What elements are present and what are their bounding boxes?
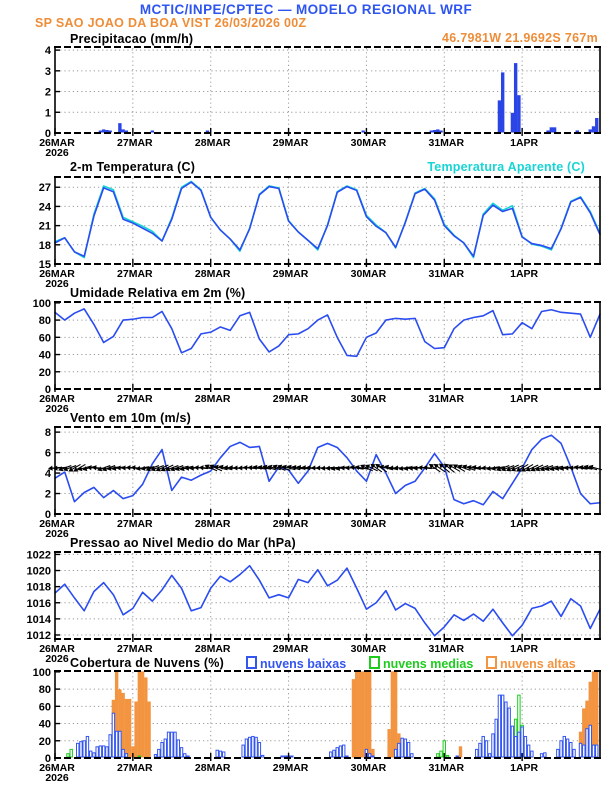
- legend-label-medias: nuvens medias: [383, 657, 474, 671]
- svg-text:80: 80: [38, 315, 51, 328]
- svg-text:29MAR: 29MAR: [272, 268, 309, 280]
- svg-text:28MAR: 28MAR: [194, 137, 231, 149]
- svg-text:1014: 1014: [26, 613, 51, 626]
- svg-text:29MAR: 29MAR: [272, 137, 309, 149]
- svg-text:1APR: 1APR: [510, 268, 539, 280]
- svg-text:28MAR: 28MAR: [194, 762, 231, 774]
- svg-text:3: 3: [44, 65, 51, 78]
- svg-text:30MAR: 30MAR: [350, 762, 387, 774]
- svg-text:27: 27: [38, 182, 51, 195]
- svg-text:2026: 2026: [45, 772, 69, 784]
- panel-title-precipitacao: Precipitacao (mm/h): [70, 32, 194, 46]
- panel-title-umidade: Umidade Relativa em 2m (%): [70, 286, 246, 300]
- svg-text:1APR: 1APR: [510, 393, 539, 405]
- svg-text:28MAR: 28MAR: [194, 268, 231, 280]
- svg-text:28MAR: 28MAR: [194, 643, 231, 655]
- svg-text:40: 40: [38, 718, 51, 731]
- svg-text:60: 60: [38, 701, 51, 714]
- panel-title-pressao: Pressao ao Nivel Medio do Mar (hPa): [70, 536, 296, 550]
- svg-text:30MAR: 30MAR: [350, 393, 387, 405]
- svg-text:26MAR: 26MAR: [39, 268, 75, 280]
- svg-text:0: 0: [44, 384, 51, 396]
- svg-text:8: 8: [44, 427, 51, 440]
- svg-text:0: 0: [44, 753, 51, 765]
- svg-text:1018: 1018: [26, 581, 51, 594]
- svg-text:1: 1: [44, 107, 51, 120]
- svg-text:60: 60: [38, 332, 51, 345]
- legend-label-baixas: nuvens baixas: [260, 657, 347, 671]
- svg-text:2026: 2026: [45, 403, 69, 415]
- svg-text:1APR: 1APR: [510, 643, 539, 655]
- svg-text:40: 40: [38, 349, 51, 362]
- svg-text:26MAR: 26MAR: [39, 643, 75, 655]
- svg-text:31MAR: 31MAR: [428, 268, 465, 280]
- svg-text:27MAR: 27MAR: [117, 643, 153, 655]
- svg-text:31MAR: 31MAR: [428, 518, 465, 530]
- svg-text:1APR: 1APR: [510, 137, 539, 149]
- svg-text:26MAR: 26MAR: [39, 393, 75, 405]
- svg-text:18: 18: [38, 239, 51, 252]
- svg-text:21: 21: [38, 220, 51, 233]
- svg-text:15: 15: [38, 259, 51, 271]
- svg-text:26MAR: 26MAR: [39, 762, 75, 774]
- svg-text:80: 80: [38, 684, 51, 697]
- svg-text:2026: 2026: [45, 653, 69, 665]
- svg-text:0: 0: [44, 509, 51, 521]
- svg-text:2026: 2026: [45, 147, 69, 159]
- panel-title-temperatura: 2-m Temperatura (C): [70, 160, 196, 174]
- svg-text:30MAR: 30MAR: [350, 268, 387, 280]
- svg-text:1APR: 1APR: [510, 762, 539, 774]
- svg-text:2: 2: [44, 86, 51, 99]
- svg-text:100: 100: [32, 297, 51, 310]
- svg-text:1016: 1016: [26, 597, 51, 610]
- svg-text:27MAR: 27MAR: [117, 137, 153, 149]
- svg-text:31MAR: 31MAR: [428, 137, 465, 149]
- svg-text:26MAR: 26MAR: [39, 518, 75, 530]
- svg-text:27MAR: 27MAR: [117, 393, 153, 405]
- svg-text:20: 20: [38, 366, 51, 379]
- svg-text:6: 6: [44, 447, 51, 460]
- svg-text:31MAR: 31MAR: [428, 393, 465, 405]
- svg-text:30MAR: 30MAR: [350, 518, 387, 530]
- svg-text:27MAR: 27MAR: [117, 268, 153, 280]
- svg-text:30MAR: 30MAR: [350, 137, 387, 149]
- svg-text:28MAR: 28MAR: [194, 518, 231, 530]
- svg-text:4: 4: [44, 45, 51, 58]
- svg-text:31MAR: 31MAR: [428, 762, 465, 774]
- station-and-run-label: SP SAO JOAO DA BOA VIST 26/03/2026 00Z: [35, 16, 307, 30]
- svg-text:1022: 1022: [26, 549, 51, 562]
- svg-text:1020: 1020: [26, 565, 51, 578]
- svg-text:29MAR: 29MAR: [272, 643, 309, 655]
- svg-text:27MAR: 27MAR: [117, 518, 153, 530]
- svg-text:2: 2: [44, 488, 51, 501]
- svg-text:1012: 1012: [26, 629, 51, 642]
- coordinates-label: 46.7981W 21.9692S 767m: [441, 31, 598, 45]
- svg-text:20: 20: [38, 735, 51, 748]
- svg-text:100: 100: [32, 666, 51, 679]
- legend-label-altas: nuvens altas: [500, 657, 576, 671]
- svg-text:26MAR: 26MAR: [39, 137, 75, 149]
- svg-text:28MAR: 28MAR: [194, 393, 231, 405]
- svg-text:31MAR: 31MAR: [428, 643, 465, 655]
- svg-text:29MAR: 29MAR: [272, 762, 309, 774]
- svg-text:1APR: 1APR: [510, 518, 539, 530]
- svg-text:30MAR: 30MAR: [350, 643, 387, 655]
- svg-text:2026: 2026: [45, 528, 69, 540]
- panel-title-vento: Vento em 10m (m/s): [70, 411, 192, 425]
- model-title: MCTIC/INPE/CPTEC — MODELO REGIONAL WRF: [139, 2, 473, 17]
- svg-text:27MAR: 27MAR: [117, 762, 153, 774]
- svg-text:29MAR: 29MAR: [272, 393, 309, 405]
- svg-text:24: 24: [38, 201, 51, 214]
- panel-title-nuvens: Cobertura de Nuvens (%): [70, 656, 224, 670]
- panel-title-temperatura-aparente: Temperatura Aparente (C): [427, 160, 585, 174]
- svg-text:4: 4: [44, 468, 51, 481]
- svg-text:2026: 2026: [45, 278, 69, 290]
- svg-text:29MAR: 29MAR: [272, 518, 309, 530]
- svg-text:0: 0: [44, 128, 51, 140]
